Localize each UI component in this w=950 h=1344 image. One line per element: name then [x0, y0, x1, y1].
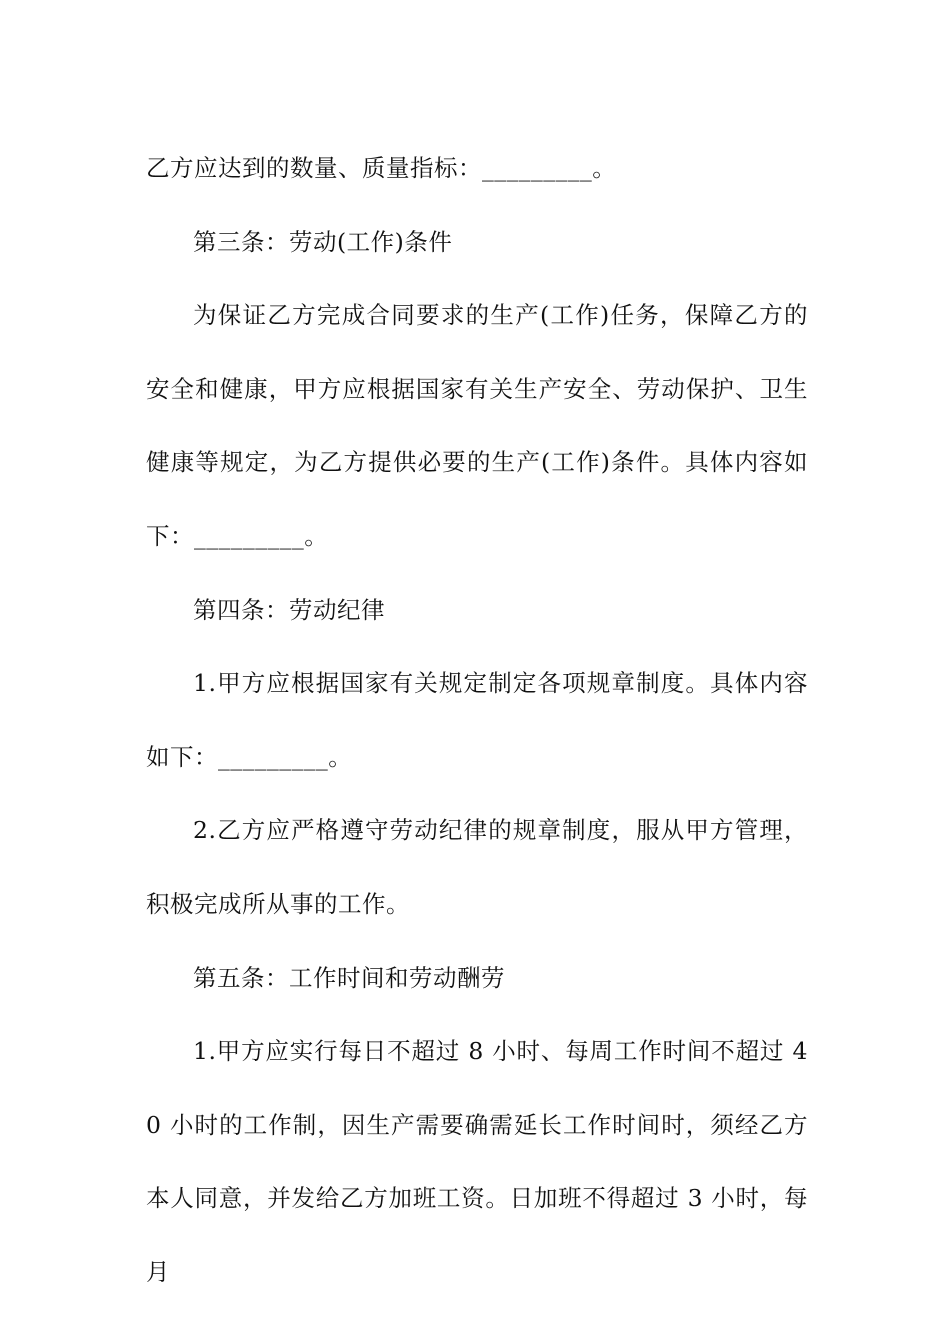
heading-article-3: 第三条：劳动(工作)条件	[193, 227, 453, 256]
paragraph-quantity-quality: 乙方应达到的数量、质量指标：_________。	[146, 154, 617, 182]
heading-article-5: 第五条：工作时间和劳动酬劳	[193, 963, 505, 992]
heading-article-4: 第四条：劳动纪律	[193, 595, 385, 624]
paragraph-discipline-compliance: 2.乙方应严格遵守劳动纪律的规章制度，服从甲方管理，积极完成所从事的工作。	[146, 816, 808, 918]
paragraph-working-hours: 1.甲方应实行每日不超过 8 小时、每周工作时间不超过 40 小时的工作制，因生产需要确需延长工作时间时，须经乙方本人同意，并发给乙方加班工资。日加班不得超过 3 小时，每月	[146, 1037, 808, 1286]
document-body	[146, 132, 808, 1310]
paragraph-working-conditions: 为保证乙方完成合同要求的生产(工作)任务，保障乙方的安全和健康，甲方应根据国家有关生产安全、劳动保护、卫生健康等规定，为乙方提供必要的生产(工作)条件。具体内容如下：_________。	[146, 301, 808, 550]
paragraph-discipline-rules: 1.甲方应根据国家有关规定制定各项规章制度。具体内容如下：_________。	[146, 669, 808, 771]
